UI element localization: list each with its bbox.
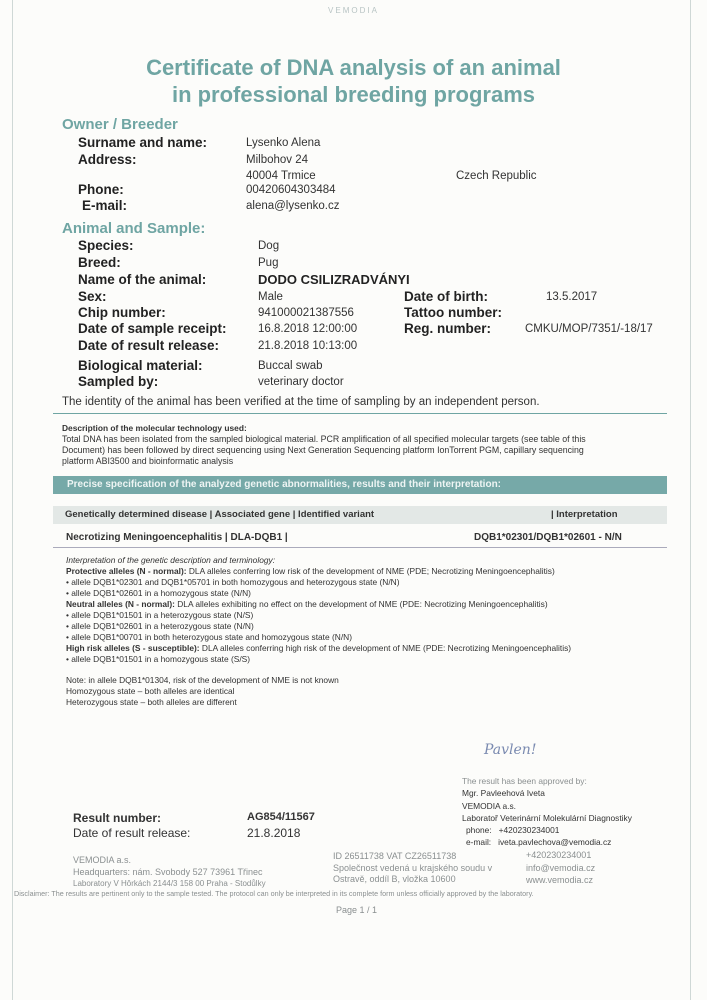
disclaimer: Disclaimer: The results are pertinent only to the sample tested. The protocol can only be interpreted in its complete form unless officially approved by the laboratory. <box>14 889 534 898</box>
chip-label: Chip number: <box>78 305 166 320</box>
footer-email: info@vemodia.cz <box>526 863 596 873</box>
watermark: VEMODIA <box>328 6 379 15</box>
animal-name-label: Name of the animal: <box>78 272 207 287</box>
protective-bold: Protective alleles (N - normal): <box>66 566 187 576</box>
interp-n3: • allele DQB1*00701 in both heterozygous state and homozygous state (N/N) <box>66 632 352 642</box>
method-heading: Description of the molecular technology used: <box>62 423 247 433</box>
interp-note-2: Homozygous state – both alleles are identical <box>66 686 235 696</box>
result-date-value: 21.8.2018 <box>247 826 301 840</box>
release-value: 21.8.2018 10:13:00 <box>258 340 358 352</box>
reg-value: CMKU/MOP/7351/-18/17 <box>525 323 653 335</box>
left-edge-line <box>12 0 13 1000</box>
footer-web: www.vemodia.cz <box>526 875 594 885</box>
approver-company: VEMODIA a.s. <box>462 801 516 811</box>
release-label: Date of result release: <box>78 338 220 353</box>
approver-lab: Laboratoř Veterinární Molekulární Diagnostiky <box>462 813 632 823</box>
owner-heading: Owner / Breeder <box>62 116 178 133</box>
results-banner: Precise specification of the analyzed genetic abnormalities, results and their interpretation: <box>53 476 667 494</box>
high-bold: High risk alleles (S - susceptible): <box>66 643 200 653</box>
sampled-label: Sampled by: <box>78 374 159 389</box>
phone-value: 00420604303484 <box>246 184 336 196</box>
interp-protective <box>66 566 555 577</box>
neutral-bold: Neutral alleles (N - normal): <box>66 599 175 609</box>
identity-note: The identity of the animal has been verified at the time of sampling by an independent person. <box>62 396 540 408</box>
title-line-1: Certificate of DNA analysis of an animal <box>146 55 561 80</box>
receipt-value: 16.8.2018 12:00:00 <box>258 323 358 335</box>
result-number-label: Result number: <box>73 811 162 825</box>
divider <box>53 413 667 414</box>
biological-label: Biological material: <box>78 358 203 373</box>
address-label: Address: <box>78 152 137 167</box>
footer-hq: Headquarters: nám. Svobody 527 73961 Třinec <box>73 867 263 877</box>
result-date-label: Date of result release: <box>73 826 191 840</box>
animal-heading: Animal and Sample: <box>62 220 206 237</box>
footer-phone: +420230234001 <box>526 850 592 860</box>
interp-n1: • allele DQB1*01501 in a heterozygous state (N/S) <box>66 610 254 620</box>
result-number-value: AG854/11567 <box>247 811 315 823</box>
approver-email-value: iveta.pavlechova@vemodia.cz <box>498 837 612 847</box>
address-line-1: Milbohov 24 <box>246 154 309 166</box>
reg-label: Reg. number: <box>404 321 492 336</box>
interp-high <box>66 643 571 654</box>
species-value: Dog <box>258 240 280 252</box>
interp-neutral <box>66 599 548 610</box>
chip-value: 941000021387556 <box>258 307 354 319</box>
method-line-3: platform ABI3500 and bioinformatic analysis <box>62 456 234 466</box>
country-value: Czech Republic <box>456 170 537 182</box>
sex-label: Sex: <box>78 289 107 304</box>
approver-phone <box>466 825 559 836</box>
interp-h1: • allele DQB1*01501 in a homozygous state (S/S) <box>66 654 251 664</box>
surname-value: Lysenko Alena <box>246 137 321 149</box>
approver-email <box>466 837 611 848</box>
title-line-2: in professional breeding programs <box>171 82 536 107</box>
table-header-left: Genetically determined disease | Associated gene | Identified variant <box>65 509 375 520</box>
approver-phone-value: +420230234001 <box>498 825 560 835</box>
high-text: DLA alleles conferring high risk of the development of NME (PDE: Necrotizing Meningoencephalitis) <box>199 643 572 653</box>
footer-reg-1: Společnost vedená u krajského soudu v <box>333 863 493 873</box>
breed-label: Breed: <box>78 255 121 270</box>
interp-heading: Interpretation of the genetic description and terminology: <box>66 555 276 565</box>
dob-label: Date of birth: <box>404 289 488 304</box>
table-row-left: Necrotizing Meningoencephalitis | DLA-DQB1 | <box>66 532 288 543</box>
footer-ids: ID 26511738 VAT CZ26511738 <box>333 851 457 861</box>
approver-email-label: e-mail: <box>466 837 492 847</box>
species-label: Species: <box>78 238 134 253</box>
biological-value: Buccal swab <box>258 360 323 372</box>
approved-line: The result has been approved by: <box>462 776 587 786</box>
method-line-1: Total DNA has been isolated from the sampled biological material. PCR amplification of all specified molecular targets (see table of this <box>62 434 586 444</box>
signature: Pavlen! <box>484 742 537 758</box>
interp-note-3: Heterozygous state – both alleles are different <box>66 697 237 707</box>
breed-value: Pug <box>258 257 279 269</box>
interp-note-1: Note: in allele DQB1*01304, risk of the development of NME is not known <box>66 675 339 685</box>
footer-lab: Laboratory V Hôrkách 2144/3 158 00 Praha - Stodůlky <box>73 879 266 888</box>
footer-company: VEMODIA a.s. <box>73 855 132 865</box>
page-number: Page 1 / 1 <box>336 905 378 915</box>
approver-phone-label: phone: <box>466 825 492 835</box>
approver-name: Mgr. Pavleehová Iveta <box>462 788 545 798</box>
email-label: E-mail: <box>82 198 128 213</box>
tattoo-label: Tattoo number: <box>404 305 502 320</box>
method-line-2: Document) has been followed by direct sequencing using Next Generation Sequencing platform IonTorrent PGM, capillary sequencing <box>62 445 584 455</box>
table-header-right: | Interpretation <box>551 509 618 520</box>
interp-p2: • allele DQB1*02601 in a homozygous state (N/N) <box>66 588 251 598</box>
animal-name-value: DODO CSILIZRADVÁNYI <box>258 272 410 287</box>
table-row-divider <box>53 547 667 548</box>
sampled-value: veterinary doctor <box>258 376 344 388</box>
protective-text: DLA alleles conferring low risk of the development of NME (PDE; Necrotizing Meningoencephalitis) <box>186 566 555 576</box>
surname-label: Surname and name: <box>78 135 208 150</box>
dob-value: 13.5.2017 <box>546 291 598 303</box>
address-line-2: 40004 Trmice <box>246 170 316 182</box>
right-edge-line <box>690 0 691 1000</box>
table-header <box>53 506 667 524</box>
page-title <box>0 54 707 108</box>
interp-n2: • allele DQB1*02601 in a heterozygous state (N/N) <box>66 621 254 631</box>
table-row-right: DQB1*02301/DQB1*02601 - N/N <box>474 532 622 543</box>
footer-reg-2: Ostravě, oddíl B, vložka 10600 <box>333 874 456 884</box>
neutral-text: DLA alleles exhibiting no effect on the development of NME (PDE: Necrotizing Meningoencephalitis) <box>174 599 548 609</box>
sex-value: Male <box>258 291 283 303</box>
interp-p1: • allele DQB1*02301 and DQB1*05701 in both homozygous and heterozygous state (N/N) <box>66 577 400 587</box>
receipt-label: Date of sample receipt: <box>78 321 227 336</box>
email-value: alena@lysenko.cz <box>246 200 340 212</box>
phone-label: Phone: <box>78 182 124 197</box>
